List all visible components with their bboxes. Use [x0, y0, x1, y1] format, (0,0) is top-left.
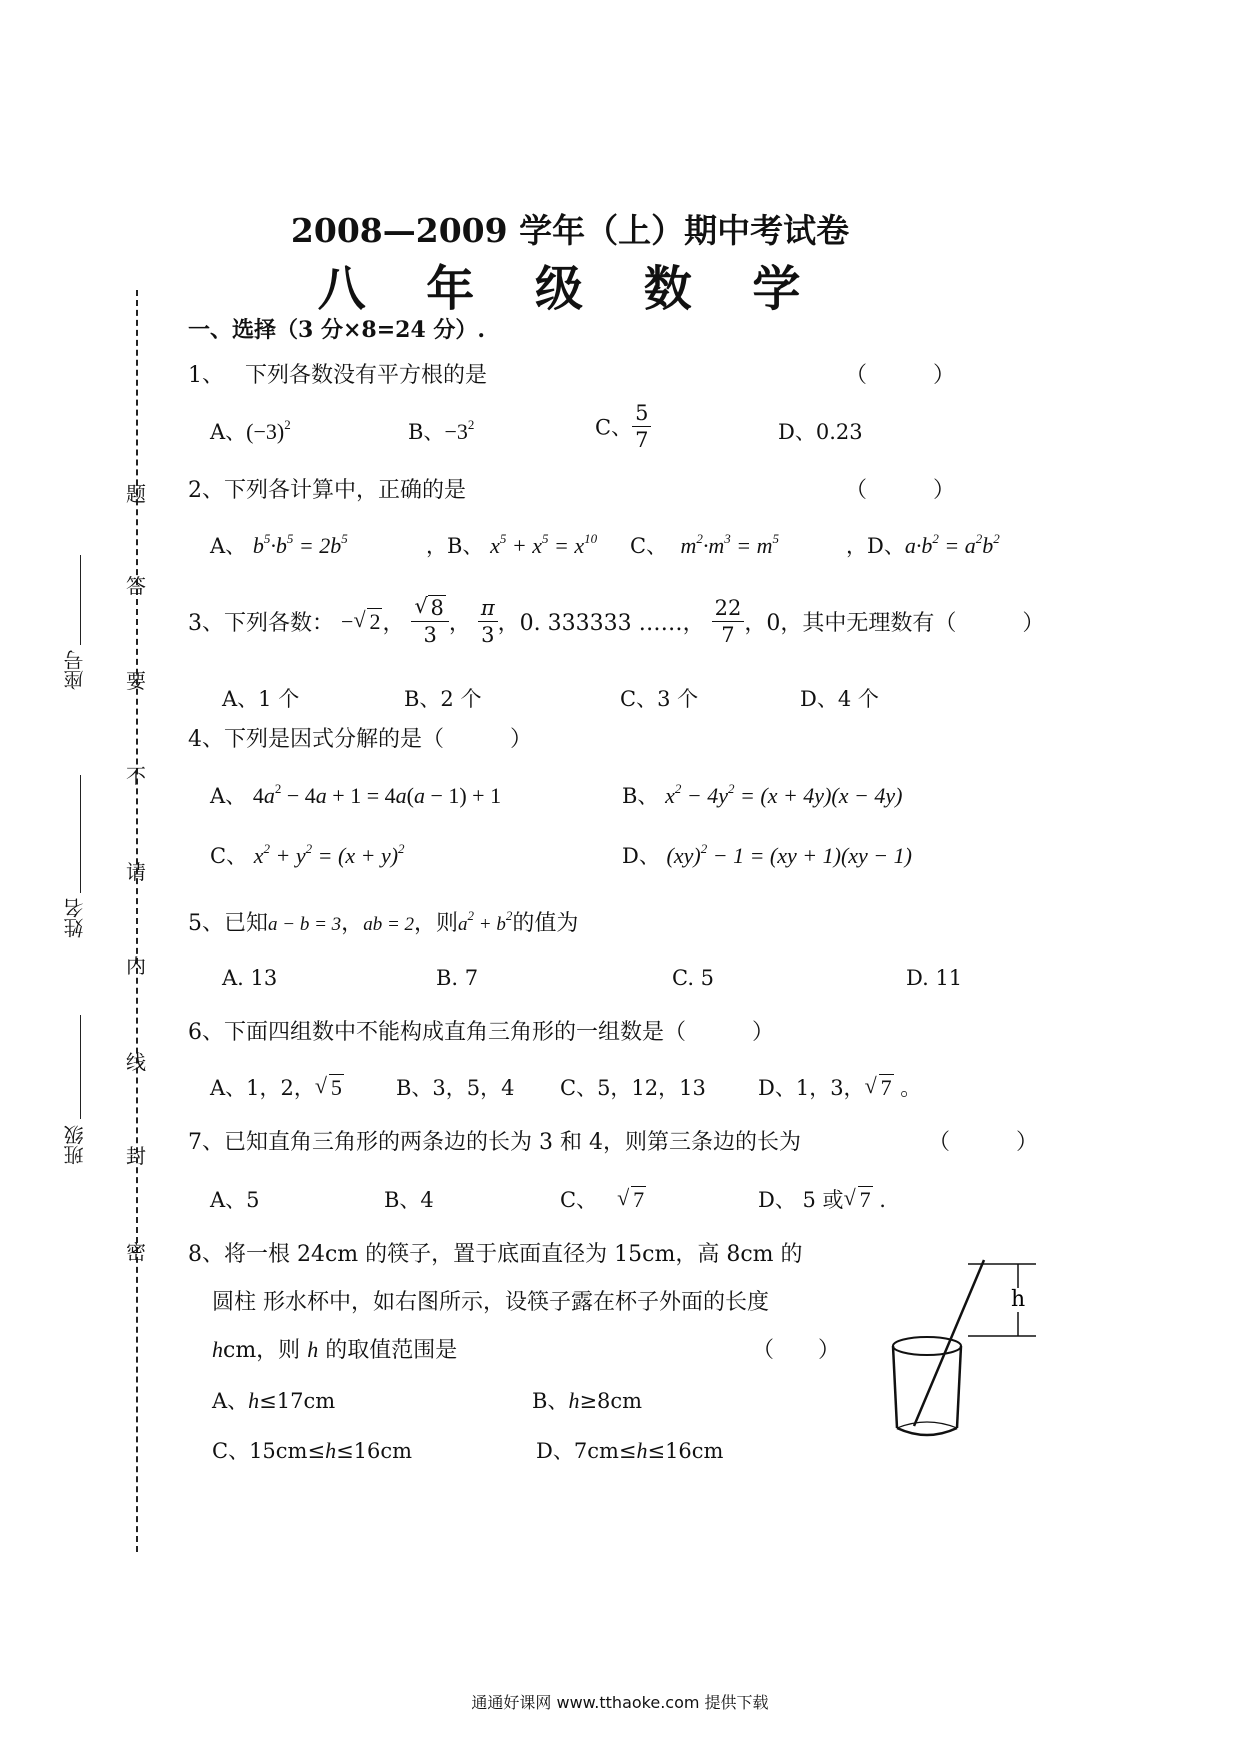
option-d: D、1，3，√ 7 。: [758, 1072, 921, 1102]
answer-paren[interactable]: （ ）: [928, 1130, 1039, 1155]
question-6: 6、下面四组数中不能构成直角三角形的一组数是（ ）: [188, 1020, 775, 1045]
option-d: D、4 个: [800, 687, 879, 711]
question-1: [188, 358, 487, 389]
option-b: B、2 个: [404, 687, 482, 711]
seal-char: 题: [126, 482, 146, 506]
option-b: B、h≥8cm: [532, 1388, 643, 1413]
option-a: A、 $4a^2 - 4a + 1 = 4a(a - 1) + 1$: [210, 781, 502, 808]
seal-char: 不: [126, 764, 146, 788]
seal-char: 内: [126, 954, 146, 978]
question-stem: 下列各数没有平方根的是: [244, 363, 487, 388]
question-4: 4、下列是因式分解的是（ ）: [188, 727, 533, 752]
seal-char: 密: [126, 1240, 146, 1264]
cup-chopstick-figure: [870, 1250, 1050, 1450]
question-number: 1、: [188, 363, 224, 388]
option-c: C、15cm≤h≤16cm: [212, 1438, 413, 1463]
option-b: B、 $x^2 - 4y^2 = (x + 4y)(x - 4y)$: [622, 781, 903, 808]
option-a: A. 13: [222, 966, 278, 990]
page-footer: 通通好课网 www.tthaoke.com 提供下载: [471, 1693, 769, 1712]
question-8: 8、将一根 24cm 的筷子，置于底面直径为 15cm，高 8cm 的: [188, 1242, 803, 1267]
seat-number-blank[interactable]: [80, 555, 81, 645]
option-a: A、1，2，√ 5: [210, 1072, 344, 1102]
seal-char: 答: [126, 574, 146, 598]
seal-char: 线: [126, 1050, 146, 1074]
option-d: D. 11: [906, 966, 963, 990]
option-b: B. 7: [436, 966, 479, 990]
question-stem: 下列各计算中，正确的是: [224, 478, 467, 503]
question-number: 2、: [188, 478, 224, 503]
figure-h-label: h: [1011, 1287, 1026, 1312]
option-c: C、3 个: [620, 687, 699, 711]
answer-paren[interactable]: （ ）: [845, 363, 956, 388]
seal-char: 封: [126, 1144, 146, 1168]
option-c: C. 5: [672, 966, 715, 990]
exam-title: 2008—2009 学年（上）期中考试卷: [290, 211, 850, 250]
question-7: 7、已知直角三角形的两条边的长为 3 和 4，则第三条边的长为: [188, 1130, 801, 1155]
option-d: D、 (xy)$^2$ − 1 = (xy + 1)(xy − 1): [622, 841, 912, 868]
option-c: C、 √ 7: [560, 1184, 646, 1214]
option-a: A、5: [210, 1188, 260, 1212]
question-5: 5、已知a − b = 3，ab = 2，则$a^2 + b^2$的值为: [188, 908, 579, 936]
class-label: 班级: [63, 1125, 87, 1165]
question-2: [188, 473, 466, 504]
option-b: B、4: [384, 1188, 434, 1212]
option-c: C、 $x^2 + y^2 = (x + y)^2$: [210, 841, 405, 868]
seal-char: 要: [126, 669, 146, 693]
question-3: 3、下列各数： −√ 2， √ $\frac{8}{3}$ ， $\frac{\pi}{3}$ ，0. 333333 ……， $\frac{22}{7}$ ，0，其中无理数有（ ）: [188, 595, 1044, 648]
option-c: C、 $m^2\cdot m^3 = m^5$: [630, 531, 779, 558]
option-d: D、7cm≤h≤16cm: [536, 1438, 724, 1463]
option-d: D、0.23: [778, 420, 863, 444]
option-c: C、 $\frac{5}{7}$: [595, 400, 651, 453]
option-b: B、$-3^2$: [408, 417, 475, 444]
subject-title: 八 年 级 数 学: [317, 261, 823, 317]
student-name-blank[interactable]: [80, 775, 81, 893]
answer-paren[interactable]: （ ）: [845, 478, 956, 503]
option-c: C、5，12，13: [560, 1076, 706, 1100]
option-a: A、$(-3)^2$: [210, 417, 291, 444]
question-8-line-2: 圆柱 形水杯中，如右图所示，设筷子露在杯子外面的长度: [212, 1290, 769, 1315]
student-name-label: 姓名: [63, 898, 87, 938]
option-a: A、h≤17cm: [212, 1388, 336, 1413]
seat-number-label: 座号: [63, 650, 87, 690]
option-a: A、 $b^5\cdot b^5 = 2b^5$: [210, 531, 348, 558]
section-heading: 一、选择（3 分×8=24 分）.: [188, 317, 486, 343]
option-a: A、1 个: [222, 687, 300, 711]
class-blank[interactable]: [80, 1015, 81, 1119]
option-d: D、 5 或√ 7 .: [758, 1184, 886, 1214]
question-8-line-3: hcm，则 h 的取值范围是: [212, 1337, 458, 1363]
option-b: B、3，5，4: [396, 1076, 515, 1100]
answer-paren[interactable]: （ ）: [752, 1338, 841, 1363]
seal-char: 请: [126, 860, 146, 884]
option-d: ，D、$a\cdot b^2 = a^2b^2$: [846, 531, 1000, 558]
option-b: ，B、 $x^5 + x^5 = x^{10}$: [426, 531, 598, 558]
